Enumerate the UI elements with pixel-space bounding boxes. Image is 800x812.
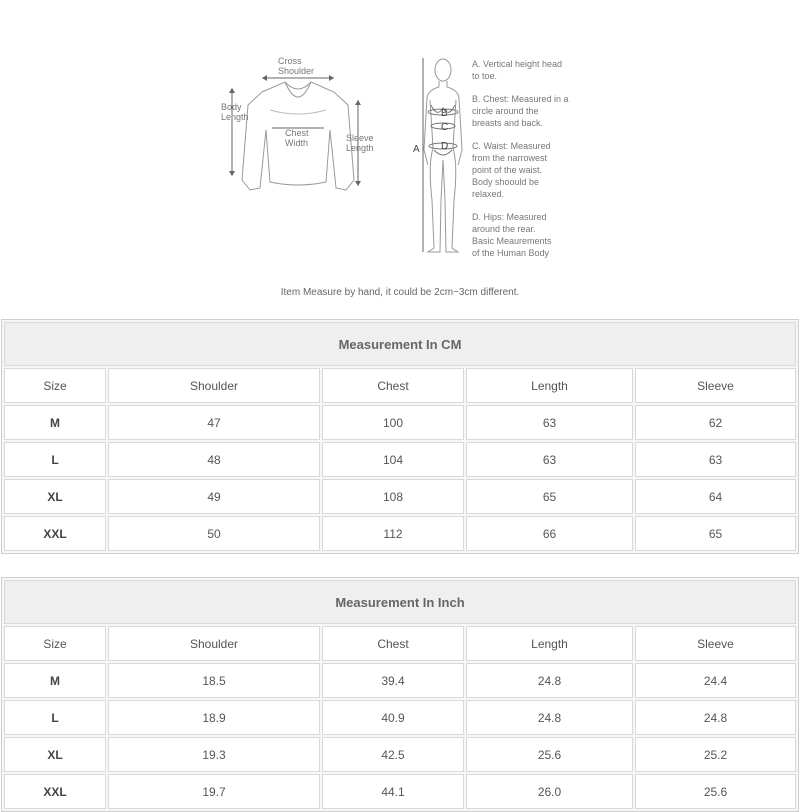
cell-sleeve: 25.2: [635, 737, 796, 772]
cell-chest: 112: [322, 516, 464, 551]
table-row: [4, 442, 796, 477]
header-shoulder: Shoulder: [108, 626, 320, 661]
cell-sleeve: 25.6: [635, 774, 796, 809]
label-cross-shoulder-2: Shoulder: [278, 66, 315, 76]
table-title-cm: Measurement In CM: [4, 322, 796, 366]
header-chest: Chest: [322, 368, 464, 403]
cell-sleeve: 24.4: [635, 663, 796, 698]
header-chest: Chest: [322, 626, 464, 661]
legend-item-b: B. Chest: Measured in a circle around the breasts and back.: [472, 94, 569, 128]
cell-chest: 39.4: [322, 663, 464, 698]
cell-size: M: [4, 663, 106, 698]
header-sleeve: Sleeve: [635, 626, 796, 661]
header-length: Length: [466, 368, 633, 403]
cell-shoulder: 48: [108, 442, 320, 477]
cell-length: 63: [466, 442, 633, 477]
label-body-length-2: Length: [221, 112, 249, 122]
label-body-length-1: Body: [221, 102, 242, 112]
cell-size: XL: [4, 737, 106, 772]
label-sleeve-length-1: Sleeve: [346, 133, 374, 143]
cell-shoulder: 18.9: [108, 700, 320, 735]
table-title-inch: Measurement In Inch: [4, 580, 796, 624]
header-size: Size: [4, 368, 106, 403]
cell-length: 24.8: [466, 663, 633, 698]
cell-sleeve: 24.8: [635, 700, 796, 735]
cell-size: L: [4, 442, 106, 477]
cell-sleeve: 63: [635, 442, 796, 477]
label-chest-width-2: Width: [285, 138, 309, 148]
cell-shoulder: 50: [108, 516, 320, 551]
measurement-legend: [472, 58, 592, 270]
marker-b: B: [441, 108, 448, 119]
cell-chest: 100: [322, 405, 464, 440]
cell-chest: 44.1: [322, 774, 464, 809]
cell-shoulder: 18.5: [108, 663, 320, 698]
cell-size: XXL: [4, 774, 106, 809]
legend-item-a: A. Vertical height head to toe.: [472, 59, 563, 81]
header-length: Length: [466, 626, 633, 661]
cell-chest: 42.5: [322, 737, 464, 772]
cell-length: 24.8: [466, 700, 633, 735]
cell-length: 25.6: [466, 737, 633, 772]
label-sleeve-length-2: Length: [346, 143, 374, 153]
legend-item-d: D. Hips: Measured around the rear. Basic Meaurements of the Human Body: [472, 212, 552, 258]
body-figure-illustration: [423, 58, 462, 252]
marker-d: D: [441, 141, 449, 152]
header-sleeve: Sleeve: [635, 368, 796, 403]
cell-length: 66: [466, 516, 633, 551]
table-row: [4, 737, 796, 772]
marker-a: A: [413, 144, 420, 155]
size-table-inch: [1, 577, 799, 812]
cell-chest: 108: [322, 479, 464, 514]
table-header-row: [4, 368, 796, 403]
cell-length: 26.0: [466, 774, 633, 809]
cell-shoulder: 47: [108, 405, 320, 440]
legend-item-c: C. Waist: Measured from the narrowest point of the waist. Body shoould be relaxed.: [472, 141, 551, 199]
cell-size: XXL: [4, 516, 106, 551]
cell-sleeve: 62: [635, 405, 796, 440]
cell-length: 65: [466, 479, 633, 514]
table-row: [4, 405, 796, 440]
header-shoulder: Shoulder: [108, 368, 320, 403]
table-header-row: [4, 626, 796, 661]
cell-length: 63: [466, 405, 633, 440]
marker-c: C: [441, 122, 449, 133]
table-row: [4, 774, 796, 809]
table-row: [4, 479, 796, 514]
cell-shoulder: 19.3: [108, 737, 320, 772]
size-table-cm: [1, 319, 799, 554]
label-chest-width-1: Chest: [285, 128, 309, 138]
cell-chest: 40.9: [322, 700, 464, 735]
cell-size: M: [4, 405, 106, 440]
label-cross-shoulder-1: Cross: [278, 56, 302, 66]
diagram-illustrations: [0, 0, 800, 300]
header-size: Size: [4, 626, 106, 661]
cell-shoulder: 19.7: [108, 774, 320, 809]
table-row: [4, 663, 796, 698]
measure-note: Item Measure by hand, it could be 2cm~3cm different.: [280, 287, 520, 298]
cell-sleeve: 64: [635, 479, 796, 514]
measurement-diagram: [0, 0, 800, 310]
table-row: [4, 700, 796, 735]
cell-shoulder: 49: [108, 479, 320, 514]
cell-size: L: [4, 700, 106, 735]
cell-sleeve: 65: [635, 516, 796, 551]
cell-chest: 104: [322, 442, 464, 477]
cell-size: XL: [4, 479, 106, 514]
table-row: [4, 516, 796, 551]
